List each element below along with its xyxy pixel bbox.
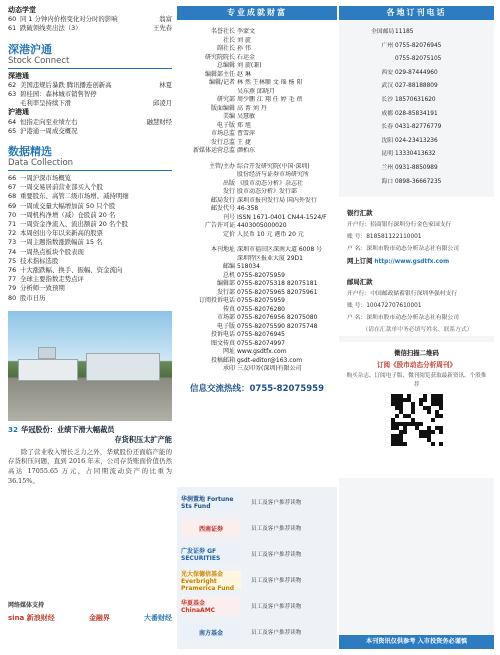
field-label: 广告许可证 xyxy=(204,222,235,229)
page-number: 79 xyxy=(8,284,17,293)
field-label: 投稿邮箱 xyxy=(210,356,235,364)
field-label: 出版 xyxy=(222,179,235,187)
field-value: 林 然 王林顺 文 瑶 杨 阳 xyxy=(237,79,303,86)
field-value: 吴东燕 邱晓月 xyxy=(237,87,275,95)
city-name: 成都 xyxy=(381,110,393,117)
qr-subheading: 订阅《股市动态分析周刊》 xyxy=(376,361,457,370)
bank-line: 开户行：招商银行深圳分行金色家园支行 xyxy=(347,222,452,229)
publisher-row xyxy=(187,188,333,197)
contact-row xyxy=(187,289,333,298)
article-title: 跌破领线卖出法（3） xyxy=(20,24,82,33)
factory-photo xyxy=(8,311,172,421)
city-name: 昆明 xyxy=(381,151,393,158)
phone-number: 18570631620 xyxy=(395,96,436,103)
page-number: 65 xyxy=(8,126,17,135)
publisher-row xyxy=(187,163,333,172)
page-number: 70 xyxy=(8,210,17,219)
publisher-row xyxy=(187,171,333,180)
page-number: 80 xyxy=(8,293,17,302)
field-value: 刘 旋 xyxy=(237,36,251,44)
article-title: 十大涨跌幅、换手、振幅、资金流向 xyxy=(20,266,123,275)
toc-item[interactable] xyxy=(8,220,172,229)
article-title: 一周机构净增（减）仓股前 20 名 xyxy=(20,210,116,219)
publisher-row xyxy=(187,222,333,231)
contact-row xyxy=(187,297,333,306)
page-number: 68 xyxy=(8,192,17,201)
section-heading: 动态学堂 xyxy=(8,6,36,14)
sponsor-logo: 华夏基金 ChinaAMC xyxy=(181,597,241,615)
toc-item[interactable] xyxy=(8,99,172,108)
field-label: 发行 xyxy=(222,188,235,195)
page-number: 76 xyxy=(8,266,17,275)
toc-item[interactable] xyxy=(8,24,172,33)
field-label: 发行部 xyxy=(216,288,235,296)
sponsor-text: 员工及客户推荐读物 xyxy=(251,500,302,506)
bank-transfer-heading: 银行汇款 xyxy=(347,209,373,218)
qr-description: 购买杂志、订阅电子版、微刊阅览获取最新资讯、个股推荐 xyxy=(346,373,487,389)
subscription-phone-row xyxy=(371,148,488,162)
qr-heading: 微信扫描二维码 xyxy=(394,349,439,358)
toc-item[interactable] xyxy=(8,248,172,257)
sponsor-ad[interactable] xyxy=(181,569,333,591)
bank-line: 户 名：深圳市股市动态分析杂志社有限公司 xyxy=(347,246,459,253)
toc-item[interactable] xyxy=(8,183,172,192)
masthead-header: 专业成就财富 xyxy=(177,6,337,20)
page-number: 67 xyxy=(8,183,17,192)
sponsor-text: 员工及客户推荐读物 xyxy=(251,526,302,532)
stock-connect-title: 深港沪通 xyxy=(8,42,52,56)
field-label: 研究部 xyxy=(216,96,235,103)
sponsor-logo: 南方基金 xyxy=(181,623,241,641)
page-number: 63 xyxy=(8,90,17,99)
sponsor-text: 员工及客户推荐读物 xyxy=(251,552,302,558)
staff-row xyxy=(187,130,333,139)
article-title: 一周资金净流入、流出额前 20 名个股 xyxy=(20,220,129,229)
article-title: 美国违规后暴跌 腾讯播连创新高 xyxy=(20,80,112,89)
page-number: 71 xyxy=(8,220,17,229)
staff-row xyxy=(187,113,333,122)
subscription-phone-row xyxy=(371,67,488,81)
phone-number: 0431-82776779 xyxy=(395,124,442,131)
article-title: 沪港通一周成交概况 xyxy=(20,126,78,135)
bank-line: 账 号：100472707610001 xyxy=(347,303,422,310)
contact-row xyxy=(187,365,333,374)
field-value: ISSN 1671-0401 CN44-1524/F xyxy=(237,213,327,221)
phone-number: 024-23413236 xyxy=(395,137,438,144)
staff-row xyxy=(187,122,333,131)
city-name: 全国邮局 xyxy=(371,29,395,35)
phone-number: 027-88188809 xyxy=(395,83,438,90)
field-value: 高 菁 刘 丹 xyxy=(237,104,267,112)
field-value: 0755-82075959 xyxy=(237,271,285,279)
sponsor-text: 员工及客户推荐读物 xyxy=(251,604,302,610)
field-value: 股份经济与证券市场研究所 xyxy=(237,171,310,178)
sponsor-text: 员工及客户推荐读物 xyxy=(251,578,302,584)
sponsor-logo: 广发证券 GF SECURITIES xyxy=(181,545,241,563)
article-author: 王先春 xyxy=(152,24,172,33)
city-name: 海口 xyxy=(381,178,393,185)
field-value: 深圳市福田区深南大道 6008 号 xyxy=(237,246,323,253)
field-label xyxy=(187,255,235,264)
phone-number: 028-85834191 xyxy=(395,110,438,117)
staff-row xyxy=(187,37,333,46)
field-value: 刘 旋(兼) xyxy=(237,62,262,69)
website-link[interactable]: http://www.gsdtfx.com xyxy=(374,259,450,266)
media-support xyxy=(8,600,172,623)
city-name: 武汉 xyxy=(381,83,393,90)
field-value: 46-358 xyxy=(237,205,259,212)
contact-row xyxy=(187,255,333,264)
field-label: 编辑部 xyxy=(216,280,235,287)
staff-row xyxy=(187,96,333,105)
sponsor-list xyxy=(177,487,337,649)
staff-row xyxy=(187,71,333,80)
subscription-phones xyxy=(339,20,494,189)
field-label: 刊号 xyxy=(222,213,235,221)
phone-number: 13330413632 xyxy=(395,151,436,158)
field-label: 总机 xyxy=(222,271,235,279)
field-value: 0755-82075318 82075181 xyxy=(237,280,318,287)
field-value: 0755-82076956 82075080 xyxy=(237,314,318,321)
phone-number: 0755-82076945 xyxy=(395,42,442,49)
staff-row xyxy=(187,62,333,71)
sponsor-logo: 光大保德信基金 Everbright Pramerica Fund xyxy=(181,571,241,589)
field-value: 曹雪萍 xyxy=(237,130,256,137)
page-number: 61 xyxy=(8,24,17,33)
field-value: 0755-82075959 xyxy=(237,297,285,304)
field-label: 邮发代号 xyxy=(210,205,235,212)
field-label xyxy=(187,88,235,97)
page-number: 62 xyxy=(8,80,17,89)
publisher-row xyxy=(187,205,333,214)
article-title: 一周交易居前营业部买入个股 xyxy=(20,183,104,192)
field-value: 颜栢东 xyxy=(237,147,256,154)
field-label: 总编辑 xyxy=(216,62,235,69)
toc-item[interactable] xyxy=(8,127,172,136)
field-value: gsdt-editor@163.com xyxy=(237,356,303,364)
field-label: 本刊地址 xyxy=(210,246,235,253)
sponsor-ad[interactable] xyxy=(181,543,333,565)
toc-item[interactable] xyxy=(8,202,172,211)
toc-item[interactable] xyxy=(8,257,172,266)
field-value: 0755-82075590 82075748 xyxy=(237,322,318,330)
publisher-row xyxy=(187,180,333,189)
staff-row xyxy=(187,28,333,37)
article-author: 融慧财经 xyxy=(146,117,172,126)
phone-number: 0931-8850989 xyxy=(395,164,438,171)
field-label: 承印 xyxy=(222,365,235,372)
phone-number: 029-87444960 xyxy=(395,69,438,76)
contact-row xyxy=(187,246,333,255)
city-name: 长沙 xyxy=(381,96,393,103)
subscription-phone-row xyxy=(371,40,488,54)
contact-row xyxy=(187,331,333,340)
article-title: 股市日历 xyxy=(20,293,46,302)
field-value: 王 捷 xyxy=(237,138,251,146)
subscription-phone-row xyxy=(371,53,488,67)
article-title: 一周主题指数涨跌幅前 15 名 xyxy=(20,238,103,247)
bank-info xyxy=(339,197,494,336)
sina-logo: sina 新浪财经 xyxy=(8,614,55,622)
page-number: 69 xyxy=(8,201,17,210)
field-label: 发行总监 xyxy=(210,138,235,146)
field-value: 《股市动态分析》杂志社 xyxy=(237,179,304,187)
data-collection-subtitle: Data Collection xyxy=(8,158,172,171)
bank-line: 户 名：深圳市股市动态分析杂志社有限公司 xyxy=(347,315,459,322)
page-number: 66 xyxy=(8,174,17,183)
field-value: 股市动态分析》发行部 xyxy=(237,188,298,195)
toc-item[interactable] xyxy=(8,266,172,275)
contact-row xyxy=(187,272,333,281)
field-value: 郑 旭 xyxy=(237,121,251,129)
field-value: 石运金 xyxy=(237,53,256,61)
field-value: 深圳市报刊发行局 国内外发行 xyxy=(237,196,317,204)
sponsor-text: 员工及客户推荐读物 xyxy=(251,630,302,636)
staff-row xyxy=(187,54,333,63)
field-label: 新媒体运营总监 xyxy=(192,147,235,154)
field-label: 副社长 xyxy=(216,45,235,52)
field-label: 传真 xyxy=(222,305,235,313)
toc-item[interactable] xyxy=(8,294,172,303)
publisher-row xyxy=(187,231,333,240)
masthead-column xyxy=(177,6,337,649)
contact-row xyxy=(187,357,333,366)
toc-item[interactable] xyxy=(8,229,172,238)
field-value: www.gsdtfx.com xyxy=(237,348,287,355)
staff-row xyxy=(187,79,333,88)
field-label: 网址 xyxy=(222,348,235,355)
article-title: 一周成交量大幅增加前 50 只个股 xyxy=(20,201,116,210)
contact-row xyxy=(187,280,333,289)
subscription-phone-row xyxy=(371,26,488,40)
field-label: 投诉电话 xyxy=(210,331,235,338)
contact-row xyxy=(187,263,333,272)
field-label: 研究院院长 xyxy=(204,53,235,61)
article-author xyxy=(170,90,172,99)
phone-number: 0755-82075105 xyxy=(395,56,442,63)
field-label: 定价 xyxy=(222,230,235,238)
toc-item[interactable] xyxy=(8,284,172,293)
hotline: 信息交流热线：0755-82075959 xyxy=(189,383,324,394)
subscription-phone-row xyxy=(371,176,488,190)
toc-item[interactable] xyxy=(8,275,172,284)
subscription-header: 各地订刊电话 xyxy=(339,6,494,20)
publisher-row xyxy=(187,214,333,223)
toc-item[interactable] xyxy=(8,90,172,99)
page-number: 64 xyxy=(8,117,17,126)
staff-row xyxy=(187,45,333,54)
field-label: 编辑部主任 xyxy=(204,70,235,78)
field-label: 订阅投诉电话 xyxy=(198,297,235,304)
sponsor-ad[interactable] xyxy=(181,595,333,617)
field-value: 赵 琳 xyxy=(237,70,251,78)
field-value: 综合开发研究院(中国·深圳) xyxy=(237,162,310,170)
publisher-row xyxy=(187,197,333,206)
field-value: 深圳特区报业大厦 29D1 xyxy=(237,254,303,262)
field-value: 吴慧敏 xyxy=(237,113,256,120)
article-title: 重要股东、高管二级市场增、减持明细 xyxy=(20,192,129,201)
article-author: 林夏 xyxy=(159,80,172,89)
field-value: 0755-82076945 xyxy=(237,331,285,338)
staff-list xyxy=(177,20,337,374)
sponsor-ad[interactable] xyxy=(181,517,333,539)
toc-item[interactable] xyxy=(8,118,172,127)
page-number: 73 xyxy=(8,238,17,247)
caption-title: 华冠股份：业绩下滑大幅裁员 xyxy=(21,424,115,434)
page-number: 75 xyxy=(8,256,17,265)
field-label: 美编 xyxy=(222,113,235,120)
field-value: 0755-82075965 82075961 xyxy=(237,288,318,296)
field-value: 518034 xyxy=(237,263,260,270)
wechat-qr-box xyxy=(339,342,494,478)
subscription-phone-row xyxy=(371,108,488,122)
sz-hk-heading: 深港通 xyxy=(8,71,29,80)
subscription-phone-row xyxy=(371,80,488,94)
jrj-logo: 金融界 xyxy=(88,614,110,622)
article-title: 碧桂园：森林城市销售智停 xyxy=(20,90,97,99)
city-name xyxy=(371,53,393,67)
article-title: 技术指标选股 xyxy=(20,256,59,265)
article-title: 一周热点板块个股表现 xyxy=(20,247,84,256)
phone-number: 11185 xyxy=(395,29,414,35)
toc-item[interactable] xyxy=(8,15,172,24)
subscription-column xyxy=(339,6,494,649)
field-label: 市场总监 xyxy=(210,130,235,137)
page-number: 77 xyxy=(8,275,17,284)
toc-item[interactable] xyxy=(8,211,172,220)
remittance-note: （请在汇款单中务必填写姓名、联系方式） xyxy=(362,327,473,334)
online-subscribe-label: 网上订阅 xyxy=(347,257,373,266)
field-label: 电子版 xyxy=(216,322,235,330)
sponsor-logo: 西南证券 xyxy=(181,519,241,537)
article-title: 全球主要指数走势点评 xyxy=(20,275,84,284)
field-label: 社长 xyxy=(222,36,235,44)
contact-row xyxy=(187,348,333,357)
field-value: 4403005000020 xyxy=(237,222,287,229)
toc-item[interactable] xyxy=(8,192,172,201)
feature-paragraph: 除了营业收入增长乏力之外，华斌股份还面临产能的存货积压问题，直到 2016 年末，公司存货账面价值仍然高达 17055.65 万元，占同期流动资产的比重为 36.15%。 xyxy=(8,447,172,485)
article-author xyxy=(170,127,172,136)
media-label: 网络媒体支持 xyxy=(8,602,45,609)
stock-connect-subtitle: Stock Connect xyxy=(8,56,172,69)
field-value: 李蒙文 xyxy=(237,28,256,35)
staff-row xyxy=(187,88,333,97)
field-label: 邮局发行 xyxy=(210,196,235,204)
sh-hk-heading: 沪港通 xyxy=(8,108,29,117)
field-value: 孙 伟 xyxy=(237,45,251,52)
article-title: 分析师一致预期 xyxy=(20,284,65,293)
toc-item[interactable] xyxy=(8,81,172,90)
article-title: 同 1 分钟内价格变化对分时的影响 xyxy=(20,15,118,24)
subscription-phone-row xyxy=(371,121,488,135)
contact-row xyxy=(187,314,333,323)
field-label: 图文传真 xyxy=(210,339,235,347)
sponsor-ad[interactable] xyxy=(181,491,333,513)
field-label: 版面编辑 xyxy=(210,104,235,112)
article-author: 邱凌月 xyxy=(152,99,172,108)
contact-row xyxy=(187,323,333,332)
field-label: 编辑/记者 xyxy=(208,79,235,86)
article-title: 一周沪深市场概览 xyxy=(20,174,72,183)
caption-subtitle: 存货积压太扩产能 xyxy=(114,434,172,444)
toc-item[interactable] xyxy=(8,238,172,247)
feature-caption[interactable] xyxy=(8,425,172,435)
article-title: 本周创出今年以来新高的股票 xyxy=(20,229,104,238)
city-name: 沈阳 xyxy=(381,137,393,144)
page-number: 72 xyxy=(8,229,17,238)
field-label: 名誉社长 xyxy=(210,28,235,35)
staff-row xyxy=(187,105,333,114)
subscription-phone-row xyxy=(371,162,488,176)
contents-column xyxy=(8,6,172,486)
data-collection-title: 数据精选 xyxy=(8,145,52,159)
city-name: 兰州 xyxy=(381,164,393,171)
subscription-phone-row xyxy=(371,94,488,108)
article-author: 翁富 xyxy=(159,15,172,24)
page-number: 60 xyxy=(8,15,17,24)
contact-row xyxy=(187,306,333,315)
qr-code-icon[interactable] xyxy=(391,394,443,446)
field-label: 主管/主办 xyxy=(208,162,235,170)
bank-line: 账 号：818581122110001 xyxy=(347,234,422,241)
article-title: 毛利率呈持续下滑 xyxy=(20,99,72,108)
phone-number: 0898-36667235 xyxy=(395,178,442,185)
subscription-phone-row xyxy=(371,135,488,149)
staff-row xyxy=(187,139,333,148)
field-label xyxy=(187,171,235,180)
city-name: 长春 xyxy=(381,124,393,131)
field-label: 市场部 xyxy=(216,314,235,321)
sponsor-ad[interactable] xyxy=(181,621,333,643)
field-value: 人民币 10 元 港币 20 元 xyxy=(237,230,304,238)
field-label: 邮编 xyxy=(222,263,235,270)
caption-page-number: 32 xyxy=(8,424,19,434)
field-label: 电子版 xyxy=(216,121,235,129)
field-value: 0755-82074997 xyxy=(237,339,285,347)
postal-transfer-heading: 邮局汇款 xyxy=(347,278,373,287)
sponsor-logo: 华润置地 Fortune Sts Fund xyxy=(181,493,241,511)
staff-row xyxy=(187,147,333,156)
dafan-logo: 大番财经 xyxy=(144,614,172,622)
field-value: 三友印务(深圳)有限公司 xyxy=(237,365,302,372)
city-name: 广州 xyxy=(381,42,393,49)
toc-item[interactable] xyxy=(8,174,172,183)
bank-line: 开户行：中国邮政储蓄银行深圳华强村支行 xyxy=(347,291,458,298)
disclaimer-footer: 本刊资讯仅供参考 入市投资务必谨慎 xyxy=(339,635,494,649)
field-value: 0755-82076280 xyxy=(237,305,285,313)
article-title: 恒指走向至业绩左右 xyxy=(20,117,78,126)
field-value: 周少鹏 江 翔 任 婷 毛 蓓 xyxy=(237,96,303,103)
page-number: 74 xyxy=(8,247,17,256)
city-name: 西安 xyxy=(381,69,393,76)
contact-row xyxy=(187,340,333,349)
